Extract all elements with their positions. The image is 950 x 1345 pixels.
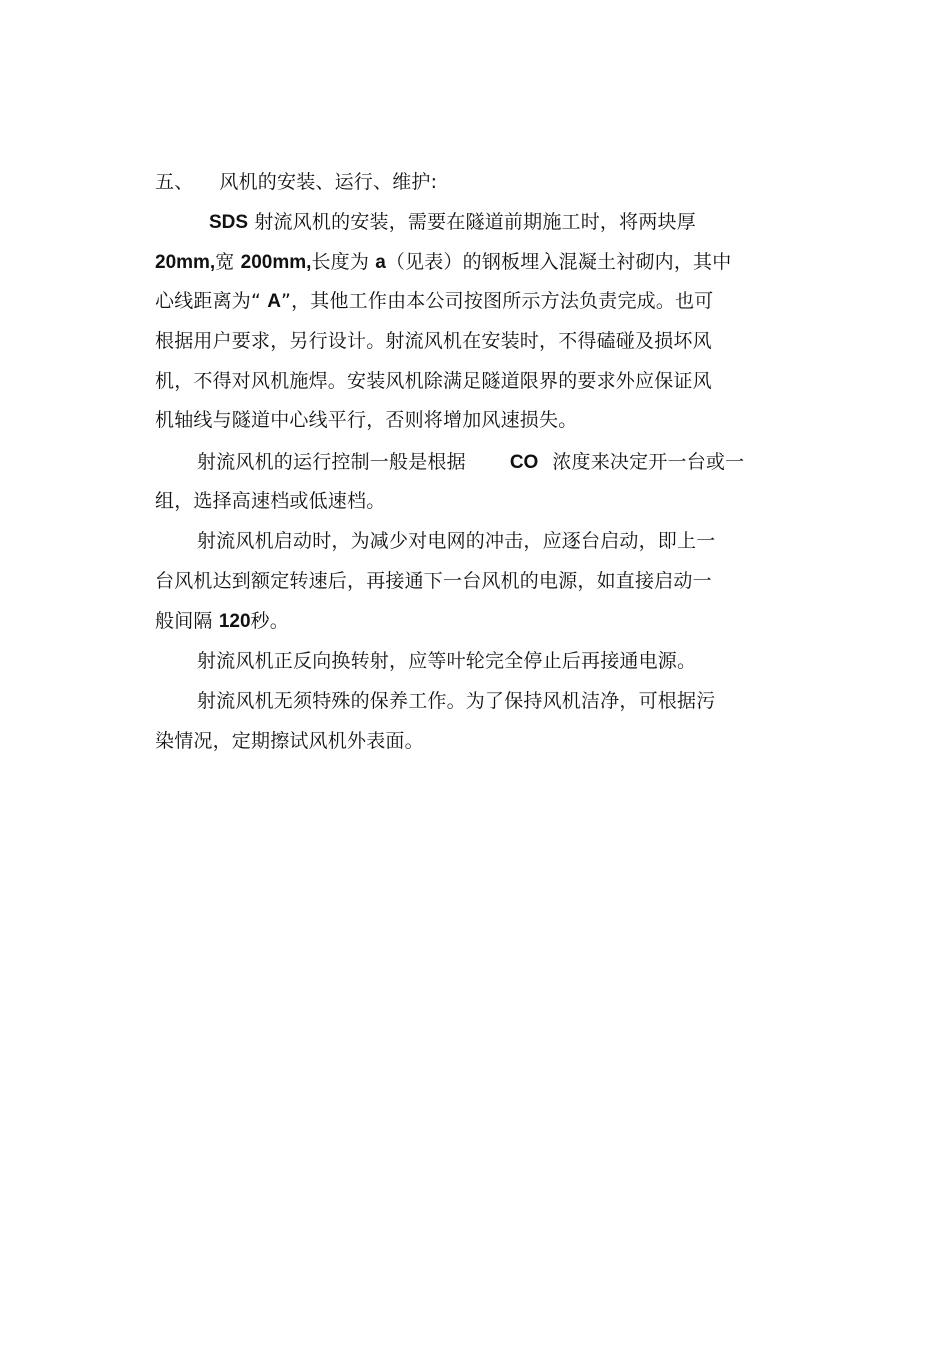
sds-model: SDS <box>209 212 249 233</box>
para4-line1: 射流风机正反向换转射，应等叶轮完全停止后再接通电源。 <box>197 650 697 672</box>
para3-line3: 般间隔 120秒。 <box>155 610 289 632</box>
para1-line3: 心线距离为“ A”，其他工作由本公司按图所示方法负责完成。也可 <box>155 290 714 312</box>
para2-line1: 射流风机的运行控制一般是根据 CO 浓度来决定开一台或一 <box>197 451 745 473</box>
section-number: 五、 <box>155 171 194 193</box>
para5-line1: 射流风机无须特殊的保养工作。为了保持风机洁净，可根据污 <box>197 690 716 712</box>
para1-line6: 机轴线与隧道中心线平行，否则将增加风速损失。 <box>155 409 578 431</box>
para1-line5: 机，不得对风机施焊。安装风机除满足隧道限界的要求外应保证风 <box>155 370 712 392</box>
para2-line2: 组，选择高速档或低速档。 <box>155 490 386 512</box>
section-title: 风机的安装、运行、维护: <box>219 171 438 193</box>
interval-seconds: 120 <box>218 611 251 632</box>
para1-line2: 20mm,宽 200mm,长度为 a（见表）的钢板埋入混凝土衬砌内，其中 <box>155 251 732 273</box>
para5-line2: 染情况，定期擦试风机外表面。 <box>155 730 424 752</box>
para3-line2: 台风机达到额定转速后，再接通下一台风机的电源，如直接启动一 <box>155 570 712 592</box>
co-label: CO <box>509 452 539 473</box>
section-heading <box>155 170 437 194</box>
para1-line1: SDS 射流风机的安装，需要在隧道前期施工时，将两块厚 <box>209 211 696 233</box>
para1-line4: 根据用户要求，另行设计。射流风机在安装时，不得磕碰及损坏风 <box>155 330 712 352</box>
para3-line1: 射流风机启动时，为减少对电网的冲击，应逐台启动，即上一 <box>197 530 716 552</box>
